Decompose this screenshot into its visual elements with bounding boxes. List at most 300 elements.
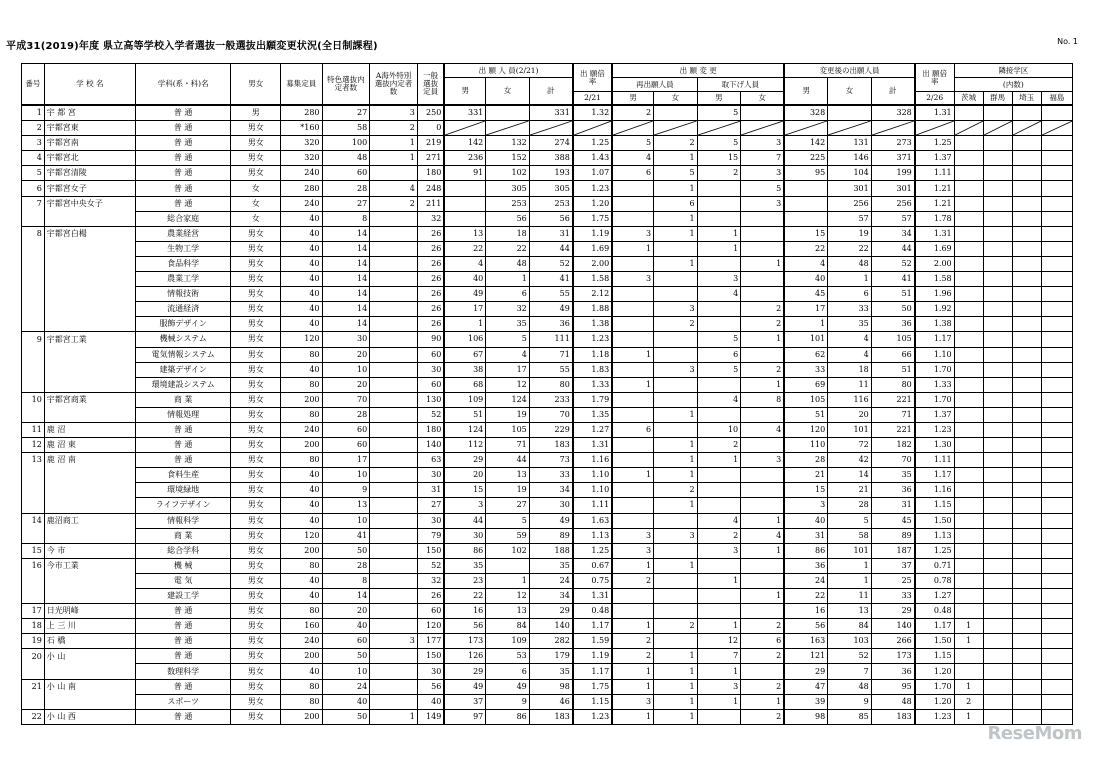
cell-tok: 41 (322, 528, 370, 543)
cell-sa (1012, 226, 1041, 241)
cell-tok: 60 (322, 166, 370, 181)
cell-a: 1 (370, 709, 418, 724)
cell-dept: 普 通 (136, 151, 231, 166)
cell-rf: 5 (654, 166, 698, 181)
cell-no (22, 694, 45, 709)
cell-no: 19 (22, 634, 45, 649)
cell-dept: 生物工学 (136, 241, 231, 256)
cell-ip: 27 (417, 498, 444, 513)
cell-fu (1041, 422, 1072, 437)
cell-gu (983, 347, 1012, 362)
cell-af: 1 (828, 272, 872, 287)
cell-school: 小 山 南 (44, 679, 135, 694)
cell-rf: 3 (654, 362, 698, 377)
cell-wm: 3 (697, 272, 741, 287)
cell-fu (1041, 166, 1072, 181)
cell-school: 石 橋 (44, 634, 135, 649)
cell-school: 鹿沼商工 (44, 513, 135, 528)
cell-a (370, 483, 418, 498)
cell-a (370, 332, 418, 347)
cell-g: 男女 (231, 649, 281, 664)
cell-school (44, 498, 135, 513)
cell-gu (983, 317, 1012, 332)
cell-g: 男女 (231, 272, 281, 287)
cell-g: 男女 (231, 166, 281, 181)
cell-at: 31 (871, 498, 915, 513)
cell-school (44, 573, 135, 588)
header-change: 出 願 変 更 (612, 64, 784, 78)
cell-a (370, 528, 418, 543)
cell-dept: 食品科学 (136, 256, 231, 271)
cell-t: 89 (529, 528, 573, 543)
cell-r2: 1.20 (915, 664, 954, 679)
cell-a (370, 226, 418, 241)
cell-af: 48 (828, 256, 872, 271)
cell-f: 1 (486, 272, 530, 287)
cell-af: 101 (828, 543, 872, 558)
cell-af: 58 (828, 528, 872, 543)
cell-sa (1012, 105, 1041, 121)
cell-dept: 普 通 (136, 422, 231, 437)
cell-ip: 26 (417, 287, 444, 302)
cell-af: 84 (828, 619, 872, 634)
cell-no (22, 573, 45, 588)
cell-m: 44 (444, 513, 485, 528)
cell-dept: 情報技術 (136, 287, 231, 302)
cell-am: 69 (784, 377, 828, 392)
cell-ip: 63 (417, 453, 444, 468)
cell-r1: 1.19 (573, 226, 612, 241)
cell-r1: 1.15 (573, 694, 612, 709)
cell-g: 男女 (231, 664, 281, 679)
header-saitama: 埼玉 (1012, 92, 1041, 106)
cell-am: 120 (784, 422, 828, 437)
cell-f: 253 (486, 196, 530, 211)
cell-ib (954, 573, 983, 588)
cell-wf (741, 211, 785, 226)
cell-at: 328 (871, 105, 915, 121)
cell-g: 男 (231, 105, 281, 121)
cell-af: 14 (828, 468, 872, 483)
cell-gu (983, 302, 1012, 317)
cell-sa (1012, 453, 1041, 468)
cell-gu (983, 543, 1012, 558)
cell-ib (954, 407, 983, 422)
cell-wf: 2 (741, 679, 785, 694)
cell-no: 1 (22, 105, 45, 121)
cell-ib (954, 422, 983, 437)
table-row (22, 664, 1073, 679)
cell-fu (1041, 136, 1072, 151)
cell-dept: 普 通 (136, 709, 231, 724)
cell-school: 鹿 沼 東 (44, 438, 135, 453)
cell-rm: 1 (612, 468, 653, 483)
cell-a (370, 241, 418, 256)
cell-fu (1041, 226, 1072, 241)
cell-r2: 1.70 (915, 392, 954, 407)
cell-gu (983, 528, 1012, 543)
cell-g: 男女 (231, 241, 281, 256)
cell-sa (1012, 196, 1041, 211)
cell-cap: 240 (281, 634, 322, 649)
cell-cap: 40 (281, 211, 322, 226)
cell-r2: 1.10 (915, 347, 954, 362)
cell-cap: 80 (281, 407, 322, 422)
cell-no (22, 498, 45, 513)
cell-af: 131 (828, 136, 872, 151)
cell-ip: 150 (417, 649, 444, 664)
cell-af: 6 (828, 287, 872, 302)
cell-gu (983, 151, 1012, 166)
cell-at: 48 (871, 694, 915, 709)
cell-wm (697, 181, 741, 196)
cell-gu (983, 513, 1012, 528)
cell-r2: 1.50 (915, 513, 954, 528)
cell-gu (983, 422, 1012, 437)
header-withdraw: 取下げ人員 (697, 78, 784, 92)
cell-tok: 40 (322, 694, 370, 709)
cell-r2: 1.20 (915, 694, 954, 709)
cell-dept: 農業経営 (136, 226, 231, 241)
cell-dept: 総合家庭 (136, 211, 231, 226)
cell-f: 86 (486, 709, 530, 724)
cell-gu (983, 136, 1012, 151)
cell-wf: 2 (741, 709, 785, 724)
cell-cap: *160 (281, 121, 322, 136)
cell-sa (1012, 332, 1041, 347)
slash-cell (529, 121, 573, 136)
cell-rf: 1 (654, 256, 698, 271)
cell-a (370, 166, 418, 181)
cell-am: 101 (784, 332, 828, 347)
cell-wm: 5 (697, 362, 741, 377)
cell-t: 56 (529, 211, 573, 226)
cell-fu (1041, 256, 1072, 271)
table-row (22, 256, 1073, 271)
cell-ip: 26 (417, 272, 444, 287)
cell-at: 37 (871, 558, 915, 573)
cell-am: 15 (784, 483, 828, 498)
cell-am: 28 (784, 453, 828, 468)
cell-tok: 48 (322, 151, 370, 166)
cell-wf: 6 (741, 634, 785, 649)
cell-af (828, 105, 872, 121)
cell-rf (654, 272, 698, 287)
cell-no (22, 347, 45, 362)
cell-r1: 1.88 (573, 302, 612, 317)
cell-sa (1012, 347, 1041, 362)
cell-fu (1041, 317, 1072, 332)
cell-r1: 1.32 (573, 105, 612, 121)
cell-am: 225 (784, 151, 828, 166)
cell-ib (954, 196, 983, 211)
cell-m: 17 (444, 302, 485, 317)
cell-wm: 15 (697, 151, 741, 166)
cell-a: 1 (370, 136, 418, 151)
cell-at: 66 (871, 347, 915, 362)
cell-school: 今市工業 (44, 558, 135, 573)
cell-at: 256 (871, 196, 915, 211)
cell-af: 4 (828, 332, 872, 347)
cell-r1: 1.16 (573, 453, 612, 468)
cell-cap: 40 (281, 287, 322, 302)
cell-wf: 1 (741, 513, 785, 528)
cell-cap: 40 (281, 241, 322, 256)
cell-r1: 1.19 (573, 649, 612, 664)
cell-t: 140 (529, 619, 573, 634)
cell-at: 266 (871, 634, 915, 649)
cell-wf: 1 (741, 589, 785, 604)
cell-r2: 1.37 (915, 151, 954, 166)
cell-m: 29 (444, 664, 485, 679)
cell-ib (954, 181, 983, 196)
cell-af: 42 (828, 453, 872, 468)
cell-m: 97 (444, 709, 485, 724)
cell-g: 男女 (231, 468, 281, 483)
cell-rf (654, 513, 698, 528)
cell-ib (954, 332, 983, 347)
cell-at: 35 (871, 468, 915, 483)
cell-wm: 1 (697, 619, 741, 634)
cell-rm (612, 453, 653, 468)
cell-f: 6 (486, 287, 530, 302)
cell-wf: 8 (741, 392, 785, 407)
cell-sa (1012, 634, 1041, 649)
cell-no (22, 241, 45, 256)
cell-rf: 1 (654, 694, 698, 709)
cell-af: 72 (828, 438, 872, 453)
cell-m: 236 (444, 151, 485, 166)
cell-sa (1012, 589, 1041, 604)
slash-cell (828, 121, 872, 136)
cell-a (370, 211, 418, 226)
cell-t: 35 (529, 558, 573, 573)
cell-sa (1012, 694, 1041, 709)
cell-fu (1041, 528, 1072, 543)
cell-dept: 商 業 (136, 392, 231, 407)
cell-ip: 30 (417, 362, 444, 377)
cell-tok: 14 (322, 302, 370, 317)
cell-wf (741, 604, 785, 619)
cell-rm (612, 362, 653, 377)
cell-ip: 26 (417, 256, 444, 271)
cell-am: 17 (784, 302, 828, 317)
cell-rm: 4 (612, 151, 653, 166)
cell-rf (654, 332, 698, 347)
cell-no (22, 302, 45, 317)
cell-a (370, 453, 418, 468)
cell-t: 34 (529, 589, 573, 604)
cell-g: 男女 (231, 136, 281, 151)
cell-t: 80 (529, 377, 573, 392)
cell-tok: 30 (322, 332, 370, 347)
cell-at: 50 (871, 302, 915, 317)
cell-rm: 2 (612, 105, 653, 121)
cell-am: 40 (784, 272, 828, 287)
cell-tok: 13 (322, 498, 370, 513)
table-row (22, 694, 1073, 709)
cell-sa (1012, 664, 1041, 679)
cell-cap: 40 (281, 317, 322, 332)
cell-sa (1012, 438, 1041, 453)
cell-r1: 1.31 (573, 589, 612, 604)
cell-cap: 120 (281, 528, 322, 543)
table-body (22, 105, 1073, 724)
cell-f: 56 (486, 211, 530, 226)
cell-m: 29 (444, 453, 485, 468)
header-after: 変更後の出願人員 (784, 64, 915, 78)
cell-wf (741, 287, 785, 302)
cell-sa (1012, 377, 1041, 392)
cell-a (370, 664, 418, 679)
cell-a (370, 649, 418, 664)
cell-sa (1012, 181, 1041, 196)
cell-rm (612, 181, 653, 196)
cell-sa (1012, 468, 1041, 483)
cell-rf (654, 634, 698, 649)
cell-gu (983, 498, 1012, 513)
cell-wm: 1 (697, 573, 741, 588)
cell-ib (954, 649, 983, 664)
header-neighbor-sub: (内数) (954, 78, 1072, 92)
cell-g: 男女 (231, 543, 281, 558)
cell-tok: 100 (322, 136, 370, 151)
table-row (22, 136, 1073, 151)
cell-no: 11 (22, 422, 45, 437)
cell-af: 33 (828, 302, 872, 317)
cell-g: 男女 (231, 483, 281, 498)
cell-fu (1041, 287, 1072, 302)
cell-no: 22 (22, 709, 45, 724)
cell-ib (954, 483, 983, 498)
cell-ip: 60 (417, 377, 444, 392)
cell-school: 宇都宮商業 (44, 392, 135, 407)
cell-ib (954, 136, 983, 151)
cell-school: 宇都宮北 (44, 151, 135, 166)
cell-rm (612, 287, 653, 302)
cell-gu (983, 181, 1012, 196)
cell-fu (1041, 453, 1072, 468)
cell-ip: 130 (417, 392, 444, 407)
cell-dept: 流通経済 (136, 302, 231, 317)
cell-ip: 271 (417, 151, 444, 166)
slash-cell (915, 121, 954, 136)
header-after-total: 計 (871, 78, 915, 106)
cell-at: 33 (871, 589, 915, 604)
cell-a: 3 (370, 105, 418, 121)
cell-ip: 120 (417, 619, 444, 634)
cell-school (44, 694, 135, 709)
cell-ip: 52 (417, 407, 444, 422)
cell-wm: 2 (697, 166, 741, 181)
cell-cap: 40 (281, 272, 322, 287)
cell-g: 男女 (231, 287, 281, 302)
header-ippan: 一般選抜定員 (417, 64, 444, 106)
cell-r1: 1.75 (573, 679, 612, 694)
cell-wf (741, 573, 785, 588)
cell-no (22, 256, 45, 271)
cell-af: 28 (828, 498, 872, 513)
cell-dept: 普 通 (136, 438, 231, 453)
header-fukushima: 福島 (1041, 92, 1072, 106)
cell-at: 36 (871, 664, 915, 679)
cell-no (22, 287, 45, 302)
cell-am: 98 (784, 709, 828, 724)
cell-at: 80 (871, 377, 915, 392)
cell-tok: 27 (322, 105, 370, 121)
cell-dept: 服飾デザイン (136, 317, 231, 332)
cell-dept: 普 通 (136, 649, 231, 664)
cell-ib (954, 287, 983, 302)
cell-r1: 1.17 (573, 619, 612, 634)
cell-rm: 1 (612, 241, 653, 256)
cell-t: 331 (529, 105, 573, 121)
cell-fu (1041, 241, 1072, 256)
cell-wf (741, 105, 785, 121)
cell-r2: 1.16 (915, 483, 954, 498)
cell-cap: 200 (281, 543, 322, 558)
cell-m: 109 (444, 392, 485, 407)
cell-r1: 0.67 (573, 558, 612, 573)
header-ratio: 出 願倍 率 (573, 64, 612, 92)
cell-at: 105 (871, 332, 915, 347)
cell-am: 121 (784, 649, 828, 664)
cell-cap: 200 (281, 392, 322, 407)
cell-no: 21 (22, 679, 45, 694)
cell-m: 30 (444, 528, 485, 543)
cell-at: 140 (871, 619, 915, 634)
cell-fu (1041, 649, 1072, 664)
cell-af: 22 (828, 241, 872, 256)
header-after-female: 女 (828, 78, 872, 106)
cell-cap: 80 (281, 453, 322, 468)
cell-at: 70 (871, 453, 915, 468)
cell-sa (1012, 287, 1041, 302)
cell-f: 49 (486, 679, 530, 694)
cell-f: 19 (486, 483, 530, 498)
cell-ip: 30 (417, 513, 444, 528)
cell-school: 宇 都 宮 (44, 105, 135, 121)
cell-wm (697, 558, 741, 573)
table-row (22, 709, 1073, 724)
application-change-table (21, 63, 1073, 725)
header-capacity: 募集定員 (281, 64, 322, 106)
cell-dept: 農業工学 (136, 272, 231, 287)
cell-t: 55 (529, 362, 573, 377)
header-after-male: 男 (784, 78, 828, 106)
cell-tok: 58 (322, 121, 370, 136)
cell-wf: 1 (741, 694, 785, 709)
cell-gu (983, 679, 1012, 694)
cell-ib (954, 362, 983, 377)
cell-f: 132 (486, 136, 530, 151)
cell-rf: 1 (654, 181, 698, 196)
cell-cap: 160 (281, 619, 322, 634)
cell-af: 116 (828, 392, 872, 407)
cell-wm (697, 589, 741, 604)
cell-wf: 2 (741, 649, 785, 664)
cell-rf: 2 (654, 483, 698, 498)
cell-gu (983, 604, 1012, 619)
cell-wm (697, 256, 741, 271)
cell-t: 31 (529, 226, 573, 241)
cell-tok: 50 (322, 543, 370, 558)
cell-tok: 50 (322, 709, 370, 724)
cell-m: 112 (444, 438, 485, 453)
cell-r1: 1.59 (573, 634, 612, 649)
cell-wf: 2 (741, 302, 785, 317)
cell-ib (954, 438, 983, 453)
